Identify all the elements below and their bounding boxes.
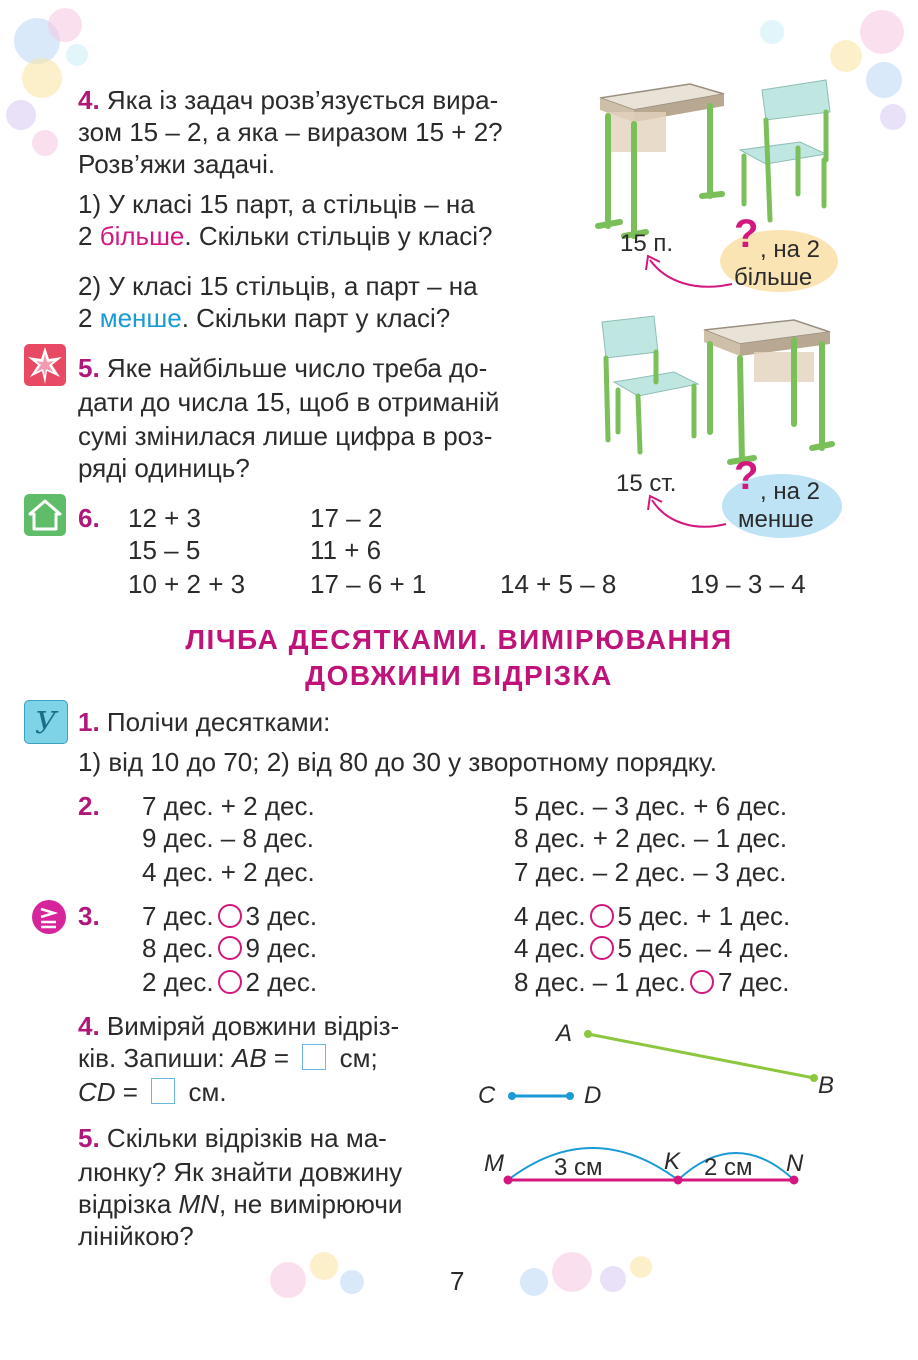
point-c-label: C	[478, 1082, 496, 1109]
star-badge	[24, 344, 66, 386]
task-number: 2.	[78, 791, 100, 821]
task-number: 4.	[78, 1011, 100, 1041]
bubble-text: менше	[738, 506, 814, 533]
problem-1-text: 1) У класі 15 парт, а стільців – на	[78, 189, 475, 219]
task-text: зом 15 – 2, а яка – виразом 15 + 2?	[78, 117, 503, 147]
compare-circle[interactable]	[690, 970, 714, 994]
point-n-label: N	[786, 1150, 804, 1177]
point-m-label: M	[484, 1150, 504, 1177]
point-d-label: D	[584, 1082, 602, 1109]
chairs-count-label: 15 ст.	[616, 470, 677, 497]
question-mark: ?	[734, 454, 759, 498]
home-badge	[24, 494, 66, 536]
segment-mn-diagram	[490, 1124, 810, 1194]
task-text: Яка із задач розв’язується вира-	[106, 85, 499, 115]
compare-circle[interactable]	[590, 904, 614, 928]
point-a-label: A	[556, 1020, 573, 1047]
compare-circle[interactable]	[218, 936, 242, 960]
question-mark: ?	[734, 212, 759, 256]
page-number: 7	[450, 1266, 465, 1296]
point-b-label: B	[818, 1072, 835, 1099]
task-text: Розв’яжи задачі.	[78, 149, 276, 179]
compare-badge	[32, 900, 66, 934]
task-number: 5.	[78, 353, 100, 383]
task-number: 5.	[78, 1123, 100, 1153]
section-heading: ДОВЖИНИ ВІДРІЗКА	[305, 660, 613, 691]
bubble-text: більше	[734, 264, 813, 291]
length-mk: 3 см	[554, 1154, 603, 1181]
oral-badge	[24, 700, 68, 744]
point-k-label: K	[664, 1148, 681, 1175]
keyword-less: менше	[99, 303, 182, 333]
length-kn: 2 см	[704, 1154, 753, 1181]
task-text: 1) від 10 до 70; 2) від 80 до 30 у зворотному порядку.	[78, 747, 717, 777]
answer-box-ab[interactable]	[302, 1044, 326, 1070]
task-number: 3.	[78, 901, 100, 931]
compare-circle[interactable]	[590, 936, 614, 960]
keyword-more: більше	[99, 221, 185, 251]
compare-circle[interactable]	[218, 904, 242, 928]
problem-2-text: 2) У класі 15 стільців, а парт – на	[78, 271, 478, 301]
task-number: 1.	[78, 707, 100, 737]
bubble-text: , на 2	[760, 478, 820, 505]
answer-box-cd[interactable]	[151, 1078, 175, 1104]
segments-ab-cd	[480, 1010, 860, 1120]
svg-text:У: У	[35, 706, 57, 741]
desks-count-label: 15 п.	[620, 230, 674, 257]
task-number: 6.	[78, 503, 100, 533]
chair-desk-illustration	[594, 312, 844, 472]
task-number: 4.	[78, 85, 100, 115]
bubble-text: , на 2	[760, 236, 820, 263]
section-heading: ЛІЧБА ДЕСЯТКАМИ. ВИМІРЮВАННЯ	[185, 624, 733, 655]
compare-circle[interactable]	[218, 970, 242, 994]
desk-chair-illustration	[590, 76, 850, 246]
